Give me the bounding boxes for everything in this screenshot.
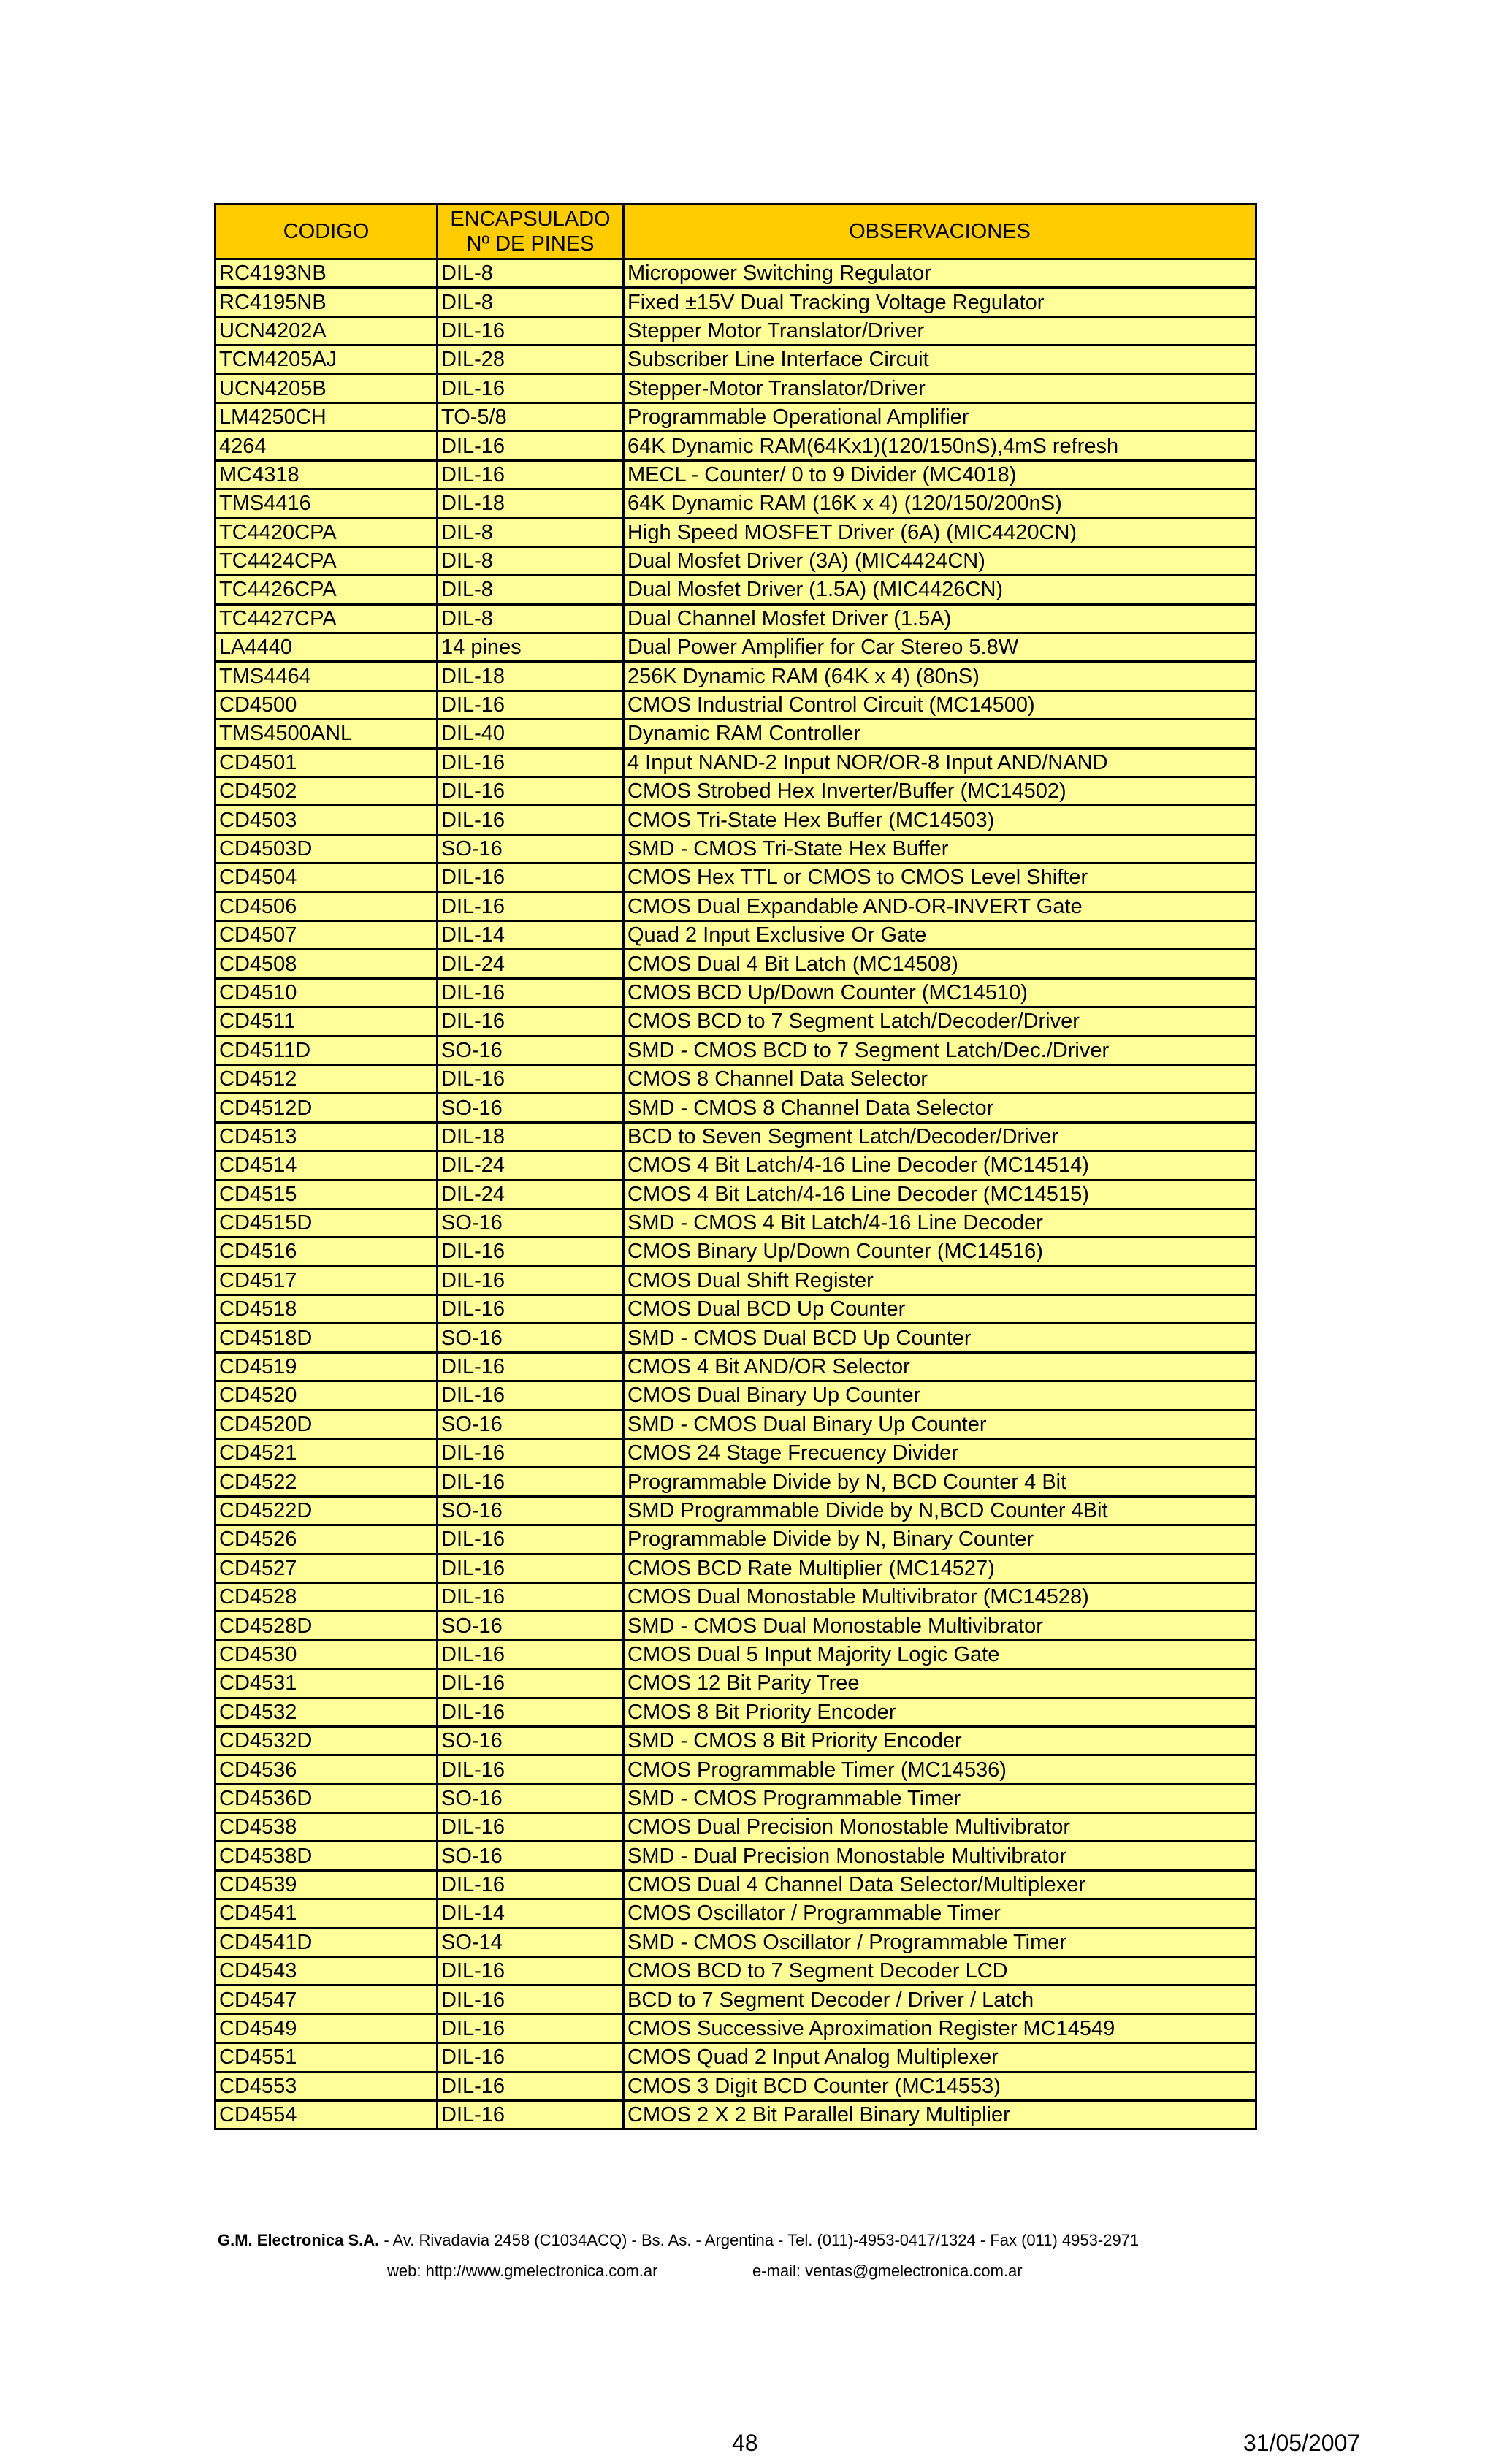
cell-observaciones: CMOS Dual Precision Monostable Multivibrator: [624, 1813, 1256, 1842]
cell-codigo: LM4250CH: [215, 403, 438, 431]
cell-codigo: CD4539: [215, 1870, 438, 1899]
table-row: [215, 1554, 1256, 1582]
parts-table: [214, 203, 1257, 2130]
cell-observaciones: 64K Dynamic RAM (16K x 4) (120/150/200nS): [624, 489, 1256, 518]
cell-encapsulado: SO-16: [438, 1208, 624, 1237]
cell-observaciones: Programmable Operational Amplifier: [624, 403, 1256, 431]
cell-encapsulado: DIL-24: [438, 950, 624, 978]
cell-codigo: CD4508: [215, 950, 438, 978]
cell-observaciones: CMOS Hex TTL or CMOS to CMOS Level Shifter: [624, 863, 1256, 892]
cell-encapsulado: DIL-16: [438, 1554, 624, 1582]
table-row: [215, 1036, 1256, 1064]
table-row: [215, 1784, 1256, 1812]
header-codigo: CODIGO: [215, 205, 438, 259]
table-row: [215, 1208, 1256, 1237]
cell-codigo: CD4515D: [215, 1208, 438, 1237]
cell-codigo: CD4507: [215, 920, 438, 949]
cell-codigo: TC4426CPA: [215, 576, 438, 604]
cell-encapsulado: DIL-8: [438, 546, 624, 575]
cell-codigo: TMS4464: [215, 662, 438, 690]
cell-codigo: CD4530: [215, 1640, 438, 1668]
footer-company-name: G.M. Electronica S.A.: [218, 2231, 380, 2249]
cell-encapsulado: SO-16: [438, 1496, 624, 1525]
table-row: [215, 920, 1256, 949]
table-row: [215, 1237, 1256, 1266]
table-row: [215, 2014, 1256, 2042]
table-row: [215, 546, 1256, 575]
table-row: [215, 1842, 1256, 1870]
cell-observaciones: CMOS Dual Binary Up Counter: [624, 1381, 1256, 1410]
cell-encapsulado: DIL-16: [438, 1266, 624, 1294]
table-row: [215, 1439, 1256, 1468]
cell-observaciones: CMOS Oscillator / Programmable Timer: [624, 1899, 1256, 1928]
cell-observaciones: 256K Dynamic RAM (64K x 4) (80nS): [624, 662, 1256, 690]
header-encapsulado: [438, 205, 624, 259]
cell-codigo: CD4532: [215, 1698, 438, 1726]
table-row: [215, 950, 1256, 978]
cell-encapsulado: DIL-16: [438, 1698, 624, 1726]
cell-encapsulado: TO-5/8: [438, 403, 624, 431]
cell-encapsulado: DIL-16: [438, 1870, 624, 1899]
cell-codigo: CD4554: [215, 2101, 438, 2129]
cell-observaciones: High Speed MOSFET Driver (6A) (MIC4420CN): [624, 518, 1256, 546]
cell-observaciones: SMD - CMOS Dual BCD Up Counter: [624, 1324, 1256, 1352]
cell-codigo: CD4506: [215, 892, 438, 920]
cell-observaciones: SMD - CMOS Oscillator / Programmable Timer: [624, 1928, 1256, 1956]
cell-encapsulado: SO-16: [438, 1611, 624, 1640]
table-row: [215, 777, 1256, 806]
cell-encapsulado: SO-16: [438, 1842, 624, 1870]
header-encapsulado-line1: ENCAPSULADO: [450, 207, 611, 231]
cell-observaciones: CMOS BCD to 7 Segment Latch/Decoder/Driver: [624, 1007, 1256, 1036]
cell-codigo: CD4522D: [215, 1496, 438, 1525]
table-row: [215, 288, 1256, 316]
table-row: [215, 690, 1256, 719]
cell-codigo: CD4511D: [215, 1036, 438, 1064]
table-row: [215, 1640, 1256, 1668]
cell-encapsulado: DIL-16: [438, 1986, 624, 2014]
cell-encapsulado: SO-16: [438, 1784, 624, 1812]
cell-observaciones: CMOS Industrial Control Circuit (MC14500): [624, 690, 1256, 719]
cell-observaciones: 4 Input NAND-2 Input NOR/OR-8 Input AND/NAND: [624, 748, 1256, 777]
cell-encapsulado: DIL-16: [438, 2072, 624, 2100]
cell-encapsulado: DIL-16: [438, 374, 624, 403]
cell-codigo: CD4501: [215, 748, 438, 777]
cell-encapsulado: DIL-16: [438, 1439, 624, 1468]
cell-observaciones: CMOS BCD Up/Down Counter (MC14510): [624, 978, 1256, 1007]
table-row: [215, 1094, 1256, 1122]
table-row: [215, 1064, 1256, 1093]
cell-codigo: CD4520: [215, 1381, 438, 1410]
cell-codigo: TCM4205AJ: [215, 346, 438, 374]
header-encapsulado-line2: Nº DE PINES: [466, 232, 595, 256]
cell-encapsulado: DIL-16: [438, 1813, 624, 1842]
cell-encapsulado: DIL-8: [438, 576, 624, 604]
cell-encapsulado: DIL-8: [438, 288, 624, 316]
table-row: [215, 316, 1256, 345]
cell-encapsulado: DIL-16: [438, 316, 624, 345]
cell-observaciones: CMOS Dual Monostable Multivibrator (MC14528): [624, 1582, 1256, 1611]
cell-encapsulado: DIL-8: [438, 518, 624, 546]
cell-observaciones: CMOS 8 Channel Data Selector: [624, 1064, 1256, 1093]
table-row: [215, 1295, 1256, 1324]
cell-observaciones: Fixed ±15V Dual Tracking Voltage Regulator: [624, 288, 1256, 316]
cell-codigo: CD4547: [215, 1986, 438, 2014]
cell-observaciones: SMD - CMOS Dual Binary Up Counter: [624, 1410, 1256, 1438]
cell-encapsulado: DIL-16: [438, 2043, 624, 2072]
table-row: [215, 1899, 1256, 1928]
table-row: [215, 1007, 1256, 1036]
cell-encapsulado: DIL-16: [438, 1582, 624, 1611]
cell-codigo: CD4553: [215, 2072, 438, 2100]
cell-codigo: CD4528: [215, 1582, 438, 1611]
table-row: [215, 2043, 1256, 2072]
table-row: [215, 1870, 1256, 1899]
cell-encapsulado: DIL-16: [438, 1064, 624, 1093]
cell-encapsulado: 14 pines: [438, 633, 624, 662]
cell-observaciones: SMD Programmable Divide by N,BCD Counter 4Bit: [624, 1496, 1256, 1525]
cell-encapsulado: DIL-18: [438, 662, 624, 690]
table-row: [215, 1468, 1256, 1496]
cell-observaciones: BCD to 7 Segment Decoder / Driver / Latch: [624, 1986, 1256, 2014]
cell-observaciones: Programmable Divide by N, BCD Counter 4 Bit: [624, 1468, 1256, 1496]
cell-observaciones: 64K Dynamic RAM(64Kx1)(120/150nS),4mS refresh: [624, 432, 1256, 460]
table-row: [215, 2101, 1256, 2129]
table-row: [215, 1957, 1256, 1986]
cell-observaciones: SMD - CMOS Programmable Timer: [624, 1784, 1256, 1812]
cell-observaciones: Dynamic RAM Controller: [624, 720, 1256, 748]
cell-codigo: TC4424CPA: [215, 546, 438, 575]
cell-encapsulado: DIL-8: [438, 604, 624, 633]
cell-encapsulado: DIL-16: [438, 1007, 624, 1036]
cell-encapsulado: DIL-16: [438, 1352, 624, 1381]
cell-codigo: TC4427CPA: [215, 604, 438, 633]
cell-codigo: CD4500: [215, 690, 438, 719]
table-row: [215, 1324, 1256, 1352]
cell-codigo: UCN4205B: [215, 374, 438, 403]
cell-encapsulado: DIL-16: [438, 806, 624, 834]
table-row: [215, 1698, 1256, 1726]
cell-codigo: CD4520D: [215, 1410, 438, 1438]
footer-company-line: [218, 2231, 1139, 2250]
cell-encapsulado: SO-16: [438, 1036, 624, 1064]
cell-encapsulado: DIL-24: [438, 1151, 624, 1180]
table-row: [215, 2072, 1256, 2100]
header-row: [215, 205, 1256, 259]
cell-codigo: CD4531: [215, 1669, 438, 1698]
cell-encapsulado: DIL-16: [438, 1468, 624, 1496]
cell-encapsulado: DIL-16: [438, 1237, 624, 1266]
cell-codigo: CD4502: [215, 777, 438, 806]
cell-encapsulado: DIL-16: [438, 748, 624, 777]
cell-encapsulado: DIL-16: [438, 1381, 624, 1410]
cell-encapsulado: DIL-28: [438, 346, 624, 374]
cell-codigo: CD4512D: [215, 1094, 438, 1122]
cell-encapsulado: DIL-8: [438, 259, 624, 288]
cell-codigo: CD4510: [215, 978, 438, 1007]
table-row: [215, 1151, 1256, 1180]
cell-encapsulado: DIL-14: [438, 920, 624, 949]
cell-encapsulado: DIL-16: [438, 1640, 624, 1668]
table-row: [215, 1410, 1256, 1438]
table-row: [215, 518, 1256, 546]
cell-encapsulado: DIL-16: [438, 777, 624, 806]
cell-codigo: CD4536D: [215, 1784, 438, 1812]
cell-codigo: CD4541: [215, 1899, 438, 1928]
cell-encapsulado: DIL-16: [438, 1525, 624, 1554]
table-row: [215, 892, 1256, 920]
cell-codigo: CD4518D: [215, 1324, 438, 1352]
table-row: [215, 1582, 1256, 1611]
cell-encapsulado: DIL-18: [438, 1122, 624, 1151]
table-row: [215, 1352, 1256, 1381]
table-row: [215, 633, 1256, 662]
cell-observaciones: Quad 2 Input Exclusive Or Gate: [624, 920, 1256, 949]
cell-observaciones: SMD - CMOS Dual Monostable Multivibrator: [624, 1611, 1256, 1640]
table-row: [215, 1180, 1256, 1208]
cell-observaciones: CMOS 4 Bit Latch/4-16 Line Decoder (MC14515): [624, 1180, 1256, 1208]
cell-observaciones: Subscriber Line Interface Circuit: [624, 346, 1256, 374]
table-row: [215, 432, 1256, 460]
cell-encapsulado: DIL-14: [438, 1899, 624, 1928]
cell-encapsulado: SO-16: [438, 834, 624, 863]
cell-observaciones: Dual Mosfet Driver (3A) (MIC4424CN): [624, 546, 1256, 575]
cell-codigo: CD4532D: [215, 1726, 438, 1755]
cell-codigo: LA4440: [215, 633, 438, 662]
cell-codigo: TMS4500ANL: [215, 720, 438, 748]
cell-codigo: MC4318: [215, 460, 438, 489]
cell-codigo: CD4503: [215, 806, 438, 834]
cell-observaciones: CMOS Tri-State Hex Buffer (MC14503): [624, 806, 1256, 834]
cell-observaciones: CMOS 4 Bit Latch/4-16 Line Decoder (MC14514): [624, 1151, 1256, 1180]
cell-codigo: CD4522: [215, 1468, 438, 1496]
cell-observaciones: CMOS BCD Rate Multiplier (MC14527): [624, 1554, 1256, 1582]
cell-encapsulado: SO-16: [438, 1094, 624, 1122]
cell-codigo: CD4517: [215, 1266, 438, 1294]
table-row: [215, 806, 1256, 834]
cell-observaciones: CMOS Quad 2 Input Analog Multiplexer: [624, 2043, 1256, 2072]
cell-encapsulado: DIL-18: [438, 489, 624, 518]
table-body: [215, 259, 1256, 2129]
cell-codigo: CD4504: [215, 863, 438, 892]
cell-observaciones: Stepper-Motor Translator/Driver: [624, 374, 1256, 403]
cell-encapsulado: DIL-24: [438, 1180, 624, 1208]
cell-codigo: UCN4202A: [215, 316, 438, 345]
table-row: [215, 346, 1256, 374]
cell-codigo: CD4513: [215, 1122, 438, 1151]
cell-codigo: CD4503D: [215, 834, 438, 863]
table-row: [215, 748, 1256, 777]
table-row: [215, 978, 1256, 1007]
cell-observaciones: CMOS 24 Stage Frecuency Divider: [624, 1439, 1256, 1468]
page-date: 31/05/2007: [1243, 2430, 1361, 2456]
cell-encapsulado: DIL-40: [438, 720, 624, 748]
table-row: [215, 1726, 1256, 1755]
cell-encapsulado: DIL-16: [438, 1295, 624, 1324]
cell-observaciones: SMD - CMOS 8 Channel Data Selector: [624, 1094, 1256, 1122]
cell-encapsulado: DIL-16: [438, 1669, 624, 1698]
cell-observaciones: Programmable Divide by N, Binary Counter: [624, 1525, 1256, 1554]
cell-observaciones: CMOS Dual 4 Bit Latch (MC14508): [624, 950, 1256, 978]
table-row: [215, 374, 1256, 403]
table-row: [215, 460, 1256, 489]
cell-observaciones: CMOS 4 Bit AND/OR Selector: [624, 1352, 1256, 1381]
cell-codigo: CD4536: [215, 1755, 438, 1784]
cell-encapsulado: SO-16: [438, 1410, 624, 1438]
table-row: [215, 1611, 1256, 1640]
cell-encapsulado: DIL-16: [438, 2014, 624, 2042]
cell-observaciones: CMOS Dual 5 Input Majority Logic Gate: [624, 1640, 1256, 1668]
cell-codigo: CD4519: [215, 1352, 438, 1381]
table-row: [215, 1381, 1256, 1410]
table-row: [215, 576, 1256, 604]
table-row: [215, 1928, 1256, 1956]
table-row: [215, 403, 1256, 431]
cell-observaciones: Dual Channel Mosfet Driver (1.5A): [624, 604, 1256, 633]
cell-encapsulado: DIL-16: [438, 863, 624, 892]
table-header: [215, 205, 1256, 259]
footer-web-link[interactable]: web: http://www.gmelectronica.com.ar: [387, 2262, 658, 2280]
cell-codigo: CD4518: [215, 1295, 438, 1324]
table-row: [215, 1525, 1256, 1554]
cell-encapsulado: DIL-16: [438, 892, 624, 920]
table-row: [215, 1755, 1256, 1784]
cell-codigo: CD4511: [215, 1007, 438, 1036]
table-row: [215, 1986, 1256, 2014]
cell-codigo: CD4526: [215, 1525, 438, 1554]
cell-encapsulado: DIL-16: [438, 460, 624, 489]
cell-encapsulado: DIL-16: [438, 690, 624, 719]
cell-codigo: CD4551: [215, 2043, 438, 2072]
cell-encapsulado: SO-14: [438, 1928, 624, 1956]
cell-codigo: RC4193NB: [215, 259, 438, 288]
cell-codigo: CD4541D: [215, 1928, 438, 1956]
table-row: [215, 1122, 1256, 1151]
table-row: [215, 720, 1256, 748]
cell-encapsulado: DIL-16: [438, 432, 624, 460]
cell-observaciones: SMD - Dual Precision Monostable Multivibrator: [624, 1842, 1256, 1870]
cell-observaciones: Dual Mosfet Driver (1.5A) (MIC4426CN): [624, 576, 1256, 604]
cell-observaciones: CMOS Dual Expandable AND-OR-INVERT Gate: [624, 892, 1256, 920]
cell-codigo: CD4543: [215, 1957, 438, 1986]
header-observaciones: OBSERVACIONES: [624, 205, 1256, 259]
cell-codigo: CD4515: [215, 1180, 438, 1208]
table-row: [215, 259, 1256, 288]
cell-observaciones: CMOS 12 Bit Parity Tree: [624, 1669, 1256, 1698]
cell-codigo: 4264: [215, 432, 438, 460]
page-number: 48: [732, 2430, 758, 2456]
table-row: [215, 1813, 1256, 1842]
cell-observaciones: CMOS Dual 4 Channel Data Selector/Multiplexer: [624, 1870, 1256, 1899]
cell-observaciones: Micropower Switching Regulator: [624, 259, 1256, 288]
cell-observaciones: SMD - CMOS 8 Bit Priority Encoder: [624, 1726, 1256, 1755]
table-row: [215, 489, 1256, 518]
cell-observaciones: CMOS Strobed Hex Inverter/Buffer (MC14502): [624, 777, 1256, 806]
table-row: [215, 1669, 1256, 1698]
cell-observaciones: SMD - CMOS 4 Bit Latch/4-16 Line Decoder: [624, 1208, 1256, 1237]
table-row: [215, 604, 1256, 633]
cell-observaciones: CMOS Binary Up/Down Counter (MC14516): [624, 1237, 1256, 1266]
cell-codigo: TMS4416: [215, 489, 438, 518]
cell-codigo: CD4514: [215, 1151, 438, 1180]
cell-encapsulado: SO-16: [438, 1324, 624, 1352]
cell-observaciones: MECL - Counter/ 0 to 9 Divider (MC4018): [624, 460, 1256, 489]
cell-observaciones: CMOS Programmable Timer (MC14536): [624, 1755, 1256, 1784]
cell-codigo: TC4420CPA: [215, 518, 438, 546]
cell-encapsulado: DIL-16: [438, 2101, 624, 2129]
cell-encapsulado: DIL-16: [438, 1957, 624, 1986]
footer-address: - Av. Rivadavia 2458 (C1034ACQ) - Bs. As. - Argentina - Tel. (011)-4953-0417/1324 - Fax (011) 4953-2971: [379, 2231, 1140, 2249]
cell-codigo: CD4538D: [215, 1842, 438, 1870]
cell-codigo: CD4512: [215, 1064, 438, 1093]
table-row: [215, 662, 1256, 690]
cell-codigo: CD4527: [215, 1554, 438, 1582]
cell-observaciones: CMOS Successive Aproximation Register MC14549: [624, 2014, 1256, 2042]
cell-codigo: RC4195NB: [215, 288, 438, 316]
cell-observaciones: BCD to Seven Segment Latch/Decoder/Driver: [624, 1122, 1256, 1151]
cell-observaciones: SMD - CMOS BCD to 7 Segment Latch/Dec./Driver: [624, 1036, 1256, 1064]
footer-email-link[interactable]: e-mail: ventas@gmelectronica.com.ar: [752, 2262, 1023, 2280]
cell-observaciones: CMOS Dual Shift Register: [624, 1266, 1256, 1294]
cell-codigo: CD4521: [215, 1439, 438, 1468]
cell-observaciones: CMOS Dual BCD Up Counter: [624, 1295, 1256, 1324]
table-row: [215, 1266, 1256, 1294]
cell-codigo: CD4528D: [215, 1611, 438, 1640]
cell-encapsulado: DIL-16: [438, 978, 624, 1007]
cell-encapsulado: DIL-16: [438, 1755, 624, 1784]
table-row: [215, 1496, 1256, 1525]
cell-encapsulado: SO-16: [438, 1726, 624, 1755]
cell-codigo: CD4516: [215, 1237, 438, 1266]
cell-observaciones: CMOS 3 Digit BCD Counter (MC14553): [624, 2072, 1256, 2100]
cell-observaciones: CMOS BCD to 7 Segment Decoder LCD: [624, 1957, 1256, 1986]
cell-observaciones: CMOS 2 X 2 Bit Parallel Binary Multiplier: [624, 2101, 1256, 2129]
table-row: [215, 863, 1256, 892]
cell-observaciones: Stepper Motor Translator/Driver: [624, 316, 1256, 345]
table-row: [215, 834, 1256, 863]
cell-codigo: CD4549: [215, 2014, 438, 2042]
cell-codigo: CD4538: [215, 1813, 438, 1842]
cell-observaciones: SMD - CMOS Tri-State Hex Buffer: [624, 834, 1256, 863]
cell-observaciones: Dual Power Amplifier for Car Stereo 5.8W: [624, 633, 1256, 662]
cell-observaciones: CMOS 8 Bit Priority Encoder: [624, 1698, 1256, 1726]
